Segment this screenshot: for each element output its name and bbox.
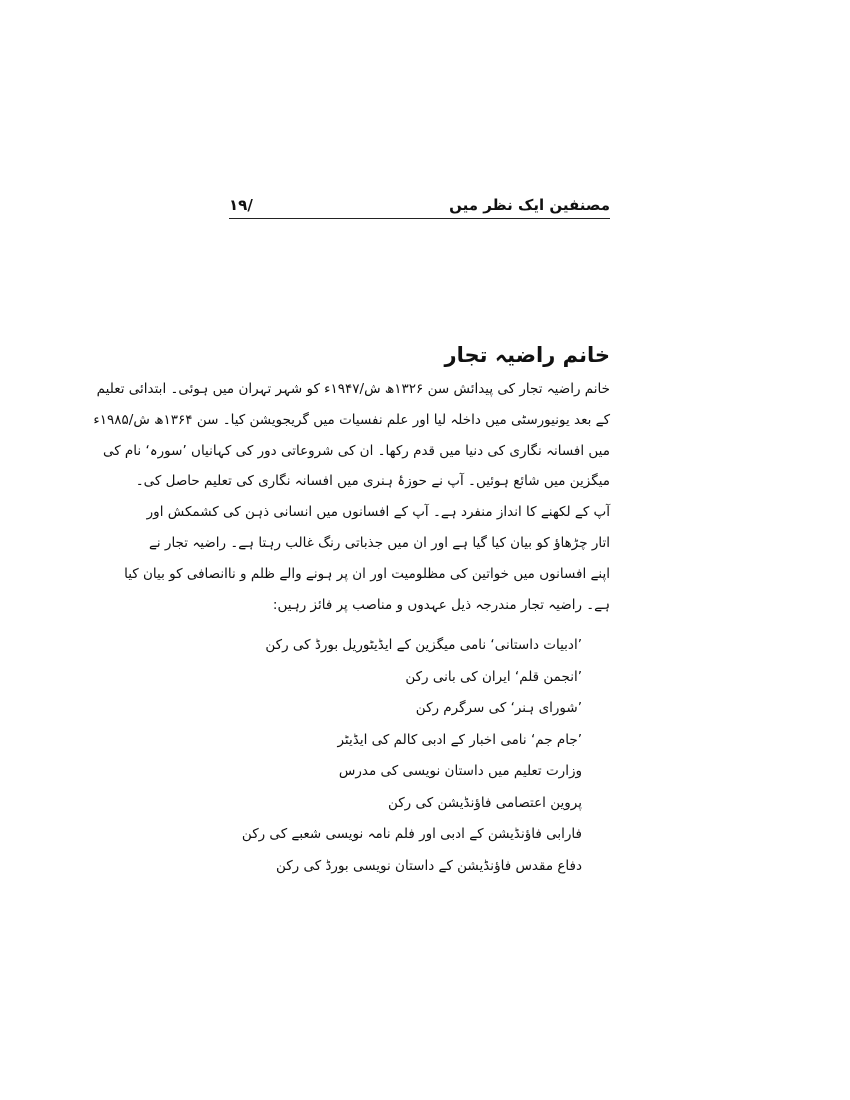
list-item: ’ادبیات داستانی‘ نامی میگزین کے ایڈیٹوریل بورڈ کی رکن	[265, 637, 582, 653]
paragraph-line: خانم راضیہ تجار کی پیدائش سن ۱۳۲۶ھ ش/۱۹۴۷ء کو شہر تہران میں ہوئی۔ ابتدائی تعلیم	[96, 381, 610, 397]
section-heading: خانم راضیہ تجار	[444, 343, 610, 367]
running-header	[229, 196, 610, 219]
list-item: فارابی فاؤنڈیشن کے ادبی اور فلم نامہ نویسی شعبے کی رکن	[241, 826, 582, 842]
list-item: وزارت تعلیم میں داستان نویسی کی مدرس	[338, 763, 582, 779]
paragraph-line: میں افسانہ نگاری کی دنیا میں قدم رکھا۔ ان کی شروعاتی دور کی کہانیاں ’سورہ‘ نام کی	[102, 442, 610, 459]
page-number: /۱۹	[229, 196, 253, 214]
paragraph-line: آپ کے لکھنے کا انداز منفرد ہے۔ آپ کے افسانوں میں انسانی ذہن کی کشمکش اور	[146, 504, 610, 521]
list-item: ’شورای ہنر‘ کی سرگرم رکن	[415, 700, 582, 716]
biography-paragraph	[93, 374, 610, 620]
paragraph-line: ہے۔ راضیہ تجار مندرجہ ذیل عہدوں و مناصب پر فائز رہیں:	[272, 596, 610, 613]
list-item: ’جام جم‘ نامی اخبار کے ادبی کالم کی ایڈیٹر	[337, 731, 582, 748]
paragraph-line: کے بعد یونیورسٹی میں داخلہ لیا اور علم نفسیات میں گریجویشن کیا۔ سن ۱۳۶۴ھ ش/۱۹۸۵ء	[93, 411, 610, 428]
list-item: دفاع مقدس فاؤنڈیشن کے داستان نویسی بورڈ کی رکن	[275, 857, 582, 874]
paragraph-line: میگزین میں شائع ہوئیں۔ آپ نے حوزۂ ہنری میں افسانہ نگاری کی تعلیم حاصل کی۔	[135, 473, 610, 490]
running-header-title: مصنفین ایک نظر میں	[449, 196, 610, 214]
paragraph-line: اتار چڑھاؤ کو بیان کیا گیا ہے اور ان میں جذباتی رنگ غالب رہتا ہے۔ راضیہ تجار نے	[148, 534, 610, 551]
positions-list	[242, 630, 582, 882]
list-item: پروین اعتصامی فاؤنڈیشن کی رکن	[387, 794, 582, 811]
list-item: ’انجمن قلم‘ ایران کی بانی رکن	[405, 668, 582, 685]
paragraph-line: اپنے افسانوں میں خواتین کی مظلومیت اور ان پر ہونے والے ظلم و ناانصافی کو بیان کیا	[124, 565, 610, 582]
